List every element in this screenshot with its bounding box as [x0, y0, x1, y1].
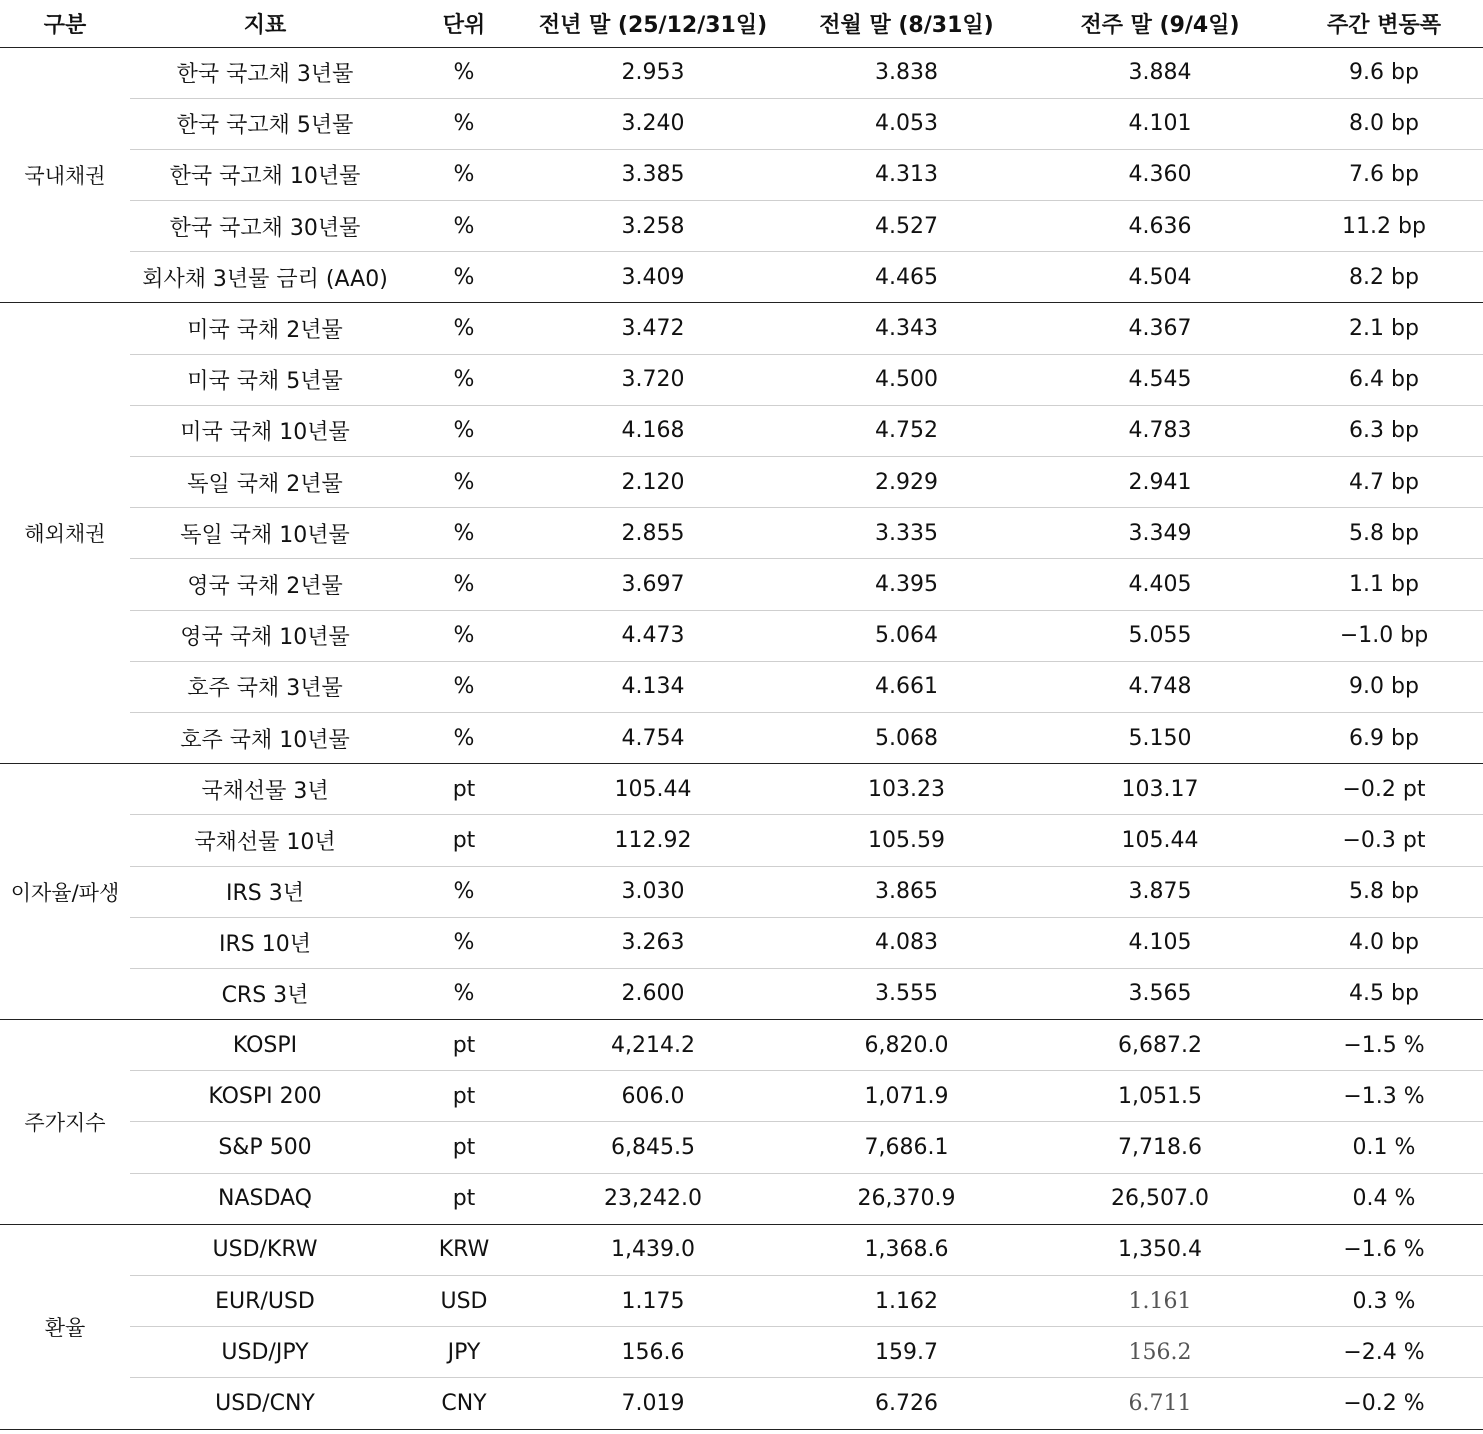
- table-row: [0, 815, 1483, 866]
- prev-week-end-cell: 3.884: [1035, 47, 1285, 98]
- indicator-cell: EUR/USD: [130, 1276, 400, 1327]
- prev-year-end-cell: 3.263: [528, 917, 778, 968]
- unit-cell: %: [400, 303, 528, 354]
- weekly-change-cell: 4.5 bp: [1285, 968, 1483, 1019]
- unit-cell: pt: [400, 815, 528, 866]
- unit-cell: %: [400, 201, 528, 252]
- weekly-change-cell: 6.9 bp: [1285, 712, 1483, 763]
- unit-cell: %: [400, 712, 528, 763]
- unit-cell: pt: [400, 1071, 528, 1122]
- prev-month-end-cell: 5.068: [778, 712, 1035, 763]
- prev-year-end-cell: 4.754: [528, 712, 778, 763]
- indicator-cell: 미국 국채 2년물: [130, 303, 400, 354]
- header-prev-week-end: 전주 말 (9/4일): [1035, 0, 1285, 47]
- prev-month-end-cell: 1,071.9: [778, 1071, 1035, 1122]
- table-row: [0, 968, 1483, 1019]
- category-cell: 주가지수: [0, 1020, 130, 1225]
- weekly-change-cell: 0.4 %: [1285, 1173, 1483, 1224]
- header-category: 구분: [0, 0, 130, 47]
- weekly-change-cell: 7.6 bp: [1285, 149, 1483, 200]
- prev-year-end-cell: 7.019: [528, 1378, 778, 1429]
- prev-month-end-cell: 4.343: [778, 303, 1035, 354]
- prev-month-end-cell: 6.726: [778, 1378, 1035, 1429]
- table-row: [0, 1327, 1483, 1378]
- table-row: [0, 508, 1483, 559]
- unit-cell: %: [400, 405, 528, 456]
- indicator-cell: USD/KRW: [130, 1224, 400, 1275]
- weekly-change-cell: 9.0 bp: [1285, 661, 1483, 712]
- table-row: [0, 98, 1483, 149]
- unit-cell: %: [400, 866, 528, 917]
- prev-month-end-cell: 5.064: [778, 610, 1035, 661]
- weekly-change-cell: −2.4 %: [1285, 1327, 1483, 1378]
- prev-week-end-cell: 4.636: [1035, 201, 1285, 252]
- unit-cell: %: [400, 149, 528, 200]
- table-row: [0, 457, 1483, 508]
- prev-year-end-cell: 3.240: [528, 98, 778, 149]
- prev-month-end-cell: 4.661: [778, 661, 1035, 712]
- prev-month-end-cell: 3.555: [778, 968, 1035, 1019]
- unit-cell: %: [400, 508, 528, 559]
- unit-cell: %: [400, 47, 528, 98]
- unit-cell: CNY: [400, 1378, 528, 1429]
- header-row: [0, 0, 1483, 47]
- unit-cell: %: [400, 661, 528, 712]
- indicator-cell: 영국 국채 10년물: [130, 610, 400, 661]
- prev-year-end-cell: 3.385: [528, 149, 778, 200]
- prev-month-end-cell: 159.7: [778, 1327, 1035, 1378]
- weekly-change-cell: −1.3 %: [1285, 1071, 1483, 1122]
- table-row: [0, 764, 1483, 815]
- prev-year-end-cell: 2.600: [528, 968, 778, 1019]
- unit-cell: %: [400, 354, 528, 405]
- indicator-cell: 한국 국고채 10년물: [130, 149, 400, 200]
- prev-week-end-cell: 5.150: [1035, 712, 1285, 763]
- prev-month-end-cell: 103.23: [778, 764, 1035, 815]
- indicator-cell: 회사채 3년물 금리 (AA0): [130, 252, 400, 303]
- unit-cell: %: [400, 917, 528, 968]
- weekly-change-cell: 8.2 bp: [1285, 252, 1483, 303]
- table-row: [0, 303, 1483, 354]
- table-row: [0, 1276, 1483, 1327]
- weekly-change-cell: −0.3 pt: [1285, 815, 1483, 866]
- indicator-cell: USD/CNY: [130, 1378, 400, 1429]
- prev-week-end-cell: 4.105: [1035, 917, 1285, 968]
- weekly-change-cell: 1.1 bp: [1285, 559, 1483, 610]
- indicator-cell: CRS 3년: [130, 968, 400, 1019]
- table-row: [0, 712, 1483, 763]
- prev-year-end-cell: 4.168: [528, 405, 778, 456]
- indicator-cell: 미국 국채 5년물: [130, 354, 400, 405]
- unit-cell: KRW: [400, 1224, 528, 1275]
- indicator-cell: 국채선물 10년: [130, 815, 400, 866]
- prev-year-end-cell: 1,439.0: [528, 1224, 778, 1275]
- table-row: [0, 917, 1483, 968]
- table-row: [0, 1378, 1483, 1429]
- prev-week-end-cell: 4.545: [1035, 354, 1285, 405]
- prev-year-end-cell: 2.953: [528, 47, 778, 98]
- prev-month-end-cell: 4.527: [778, 201, 1035, 252]
- prev-year-end-cell: 3.409: [528, 252, 778, 303]
- table-row: [0, 661, 1483, 712]
- table-row: [0, 610, 1483, 661]
- prev-month-end-cell: 3.865: [778, 866, 1035, 917]
- indicator-cell: 미국 국채 10년물: [130, 405, 400, 456]
- prev-year-end-cell: 2.855: [528, 508, 778, 559]
- indicator-cell: NASDAQ: [130, 1173, 400, 1224]
- unit-cell: %: [400, 98, 528, 149]
- unit-cell: JPY: [400, 1327, 528, 1378]
- table-header: [0, 0, 1483, 47]
- prev-month-end-cell: 4.465: [778, 252, 1035, 303]
- table-row: [0, 252, 1483, 303]
- table-row: [0, 201, 1483, 252]
- unit-cell: pt: [400, 764, 528, 815]
- prev-week-end-cell: 4.101: [1035, 98, 1285, 149]
- prev-month-end-cell: 4.395: [778, 559, 1035, 610]
- prev-year-end-cell: 105.44: [528, 764, 778, 815]
- weekly-change-cell: 0.3 %: [1285, 1276, 1483, 1327]
- weekly-change-cell: 5.8 bp: [1285, 866, 1483, 917]
- weekly-change-cell: −0.2 %: [1285, 1378, 1483, 1429]
- unit-cell: %: [400, 457, 528, 508]
- prev-month-end-cell: 3.838: [778, 47, 1035, 98]
- prev-month-end-cell: 105.59: [778, 815, 1035, 866]
- indicator-cell: 독일 국채 2년물: [130, 457, 400, 508]
- prev-month-end-cell: 2.929: [778, 457, 1035, 508]
- prev-week-end-cell: 3.565: [1035, 968, 1285, 1019]
- table-row: [0, 1122, 1483, 1173]
- prev-month-end-cell: 4.500: [778, 354, 1035, 405]
- prev-week-end-cell: 4.367: [1035, 303, 1285, 354]
- indicator-cell: USD/JPY: [130, 1327, 400, 1378]
- prev-month-end-cell: 6,820.0: [778, 1020, 1035, 1071]
- prev-week-end-cell: 26,507.0: [1035, 1173, 1285, 1224]
- prev-week-end-cell: 156.2: [1035, 1327, 1285, 1378]
- weekly-change-cell: −0.2 pt: [1285, 764, 1483, 815]
- table-row: [0, 866, 1483, 917]
- unit-cell: %: [400, 610, 528, 661]
- prev-week-end-cell: 3.349: [1035, 508, 1285, 559]
- weekly-change-cell: 6.4 bp: [1285, 354, 1483, 405]
- weekly-change-cell: −1.0 bp: [1285, 610, 1483, 661]
- table-row: [0, 1173, 1483, 1224]
- table-row: [0, 1020, 1483, 1071]
- prev-week-end-cell: 1,350.4: [1035, 1224, 1285, 1275]
- weekly-change-cell: 2.1 bp: [1285, 303, 1483, 354]
- indicator-cell: KOSPI 200: [130, 1071, 400, 1122]
- table-row: [0, 1224, 1483, 1275]
- table-row: [0, 354, 1483, 405]
- prev-month-end-cell: 26,370.9: [778, 1173, 1035, 1224]
- prev-month-end-cell: 4.083: [778, 917, 1035, 968]
- prev-year-end-cell: 4.134: [528, 661, 778, 712]
- indicator-cell: 한국 국고채 30년물: [130, 201, 400, 252]
- prev-week-end-cell: 105.44: [1035, 815, 1285, 866]
- header-weekly-change: 주간 변동폭: [1285, 0, 1483, 47]
- weekly-change-cell: 8.0 bp: [1285, 98, 1483, 149]
- header-unit: 단위: [400, 0, 528, 47]
- prev-week-end-cell: 4.405: [1035, 559, 1285, 610]
- prev-year-end-cell: 156.6: [528, 1327, 778, 1378]
- prev-week-end-cell: 1.161: [1035, 1276, 1285, 1327]
- prev-year-end-cell: 3.697: [528, 559, 778, 610]
- indicator-cell: IRS 3년: [130, 866, 400, 917]
- table-body: [0, 47, 1483, 1429]
- prev-month-end-cell: 1,368.6: [778, 1224, 1035, 1275]
- prev-month-end-cell: 4.313: [778, 149, 1035, 200]
- indicator-cell: 호주 국채 3년물: [130, 661, 400, 712]
- prev-year-end-cell: 3.030: [528, 866, 778, 917]
- prev-year-end-cell: 3.258: [528, 201, 778, 252]
- prev-month-end-cell: 4.053: [778, 98, 1035, 149]
- prev-year-end-cell: 4.473: [528, 610, 778, 661]
- indicator-cell: 한국 국고채 5년물: [130, 98, 400, 149]
- prev-week-end-cell: 2.941: [1035, 457, 1285, 508]
- weekly-change-cell: 4.0 bp: [1285, 917, 1483, 968]
- indicator-cell: 영국 국채 2년물: [130, 559, 400, 610]
- prev-year-end-cell: 23,242.0: [528, 1173, 778, 1224]
- prev-year-end-cell: 3.720: [528, 354, 778, 405]
- prev-month-end-cell: 7,686.1: [778, 1122, 1035, 1173]
- prev-month-end-cell: 1.162: [778, 1276, 1035, 1327]
- prev-year-end-cell: 1.175: [528, 1276, 778, 1327]
- unit-cell: %: [400, 559, 528, 610]
- prev-week-end-cell: 7,718.6: [1035, 1122, 1285, 1173]
- category-cell: 이자율/파생: [0, 764, 130, 1020]
- prev-week-end-cell: 4.783: [1035, 405, 1285, 456]
- weekly-change-cell: 6.3 bp: [1285, 405, 1483, 456]
- prev-year-end-cell: 112.92: [528, 815, 778, 866]
- weekly-change-cell: 0.1 %: [1285, 1122, 1483, 1173]
- prev-week-end-cell: 6,687.2: [1035, 1020, 1285, 1071]
- prev-week-end-cell: 103.17: [1035, 764, 1285, 815]
- prev-month-end-cell: 4.752: [778, 405, 1035, 456]
- unit-cell: pt: [400, 1122, 528, 1173]
- prev-week-end-cell: 6.711: [1035, 1378, 1285, 1429]
- prev-year-end-cell: 6,845.5: [528, 1122, 778, 1173]
- indicator-cell: 한국 국고채 3년물: [130, 47, 400, 98]
- unit-cell: %: [400, 968, 528, 1019]
- indicator-cell: 국채선물 3년: [130, 764, 400, 815]
- table-row: [0, 47, 1483, 98]
- prev-year-end-cell: 606.0: [528, 1071, 778, 1122]
- prev-week-end-cell: 4.504: [1035, 252, 1285, 303]
- weekly-change-cell: 11.2 bp: [1285, 201, 1483, 252]
- prev-year-end-cell: 4,214.2: [528, 1020, 778, 1071]
- category-cell: 국내채권: [0, 47, 130, 303]
- unit-cell: pt: [400, 1173, 528, 1224]
- weekly-change-cell: 4.7 bp: [1285, 457, 1483, 508]
- indicator-cell: S&P 500: [130, 1122, 400, 1173]
- category-cell: 환율: [0, 1224, 130, 1429]
- prev-month-end-cell: 3.335: [778, 508, 1035, 559]
- weekly-change-cell: 9.6 bp: [1285, 47, 1483, 98]
- weekly-change-cell: 5.8 bp: [1285, 508, 1483, 559]
- indicator-cell: IRS 10년: [130, 917, 400, 968]
- unit-cell: pt: [400, 1020, 528, 1071]
- indicator-cell: KOSPI: [130, 1020, 400, 1071]
- table-row: [0, 559, 1483, 610]
- weekly-change-cell: −1.6 %: [1285, 1224, 1483, 1275]
- unit-cell: %: [400, 252, 528, 303]
- prev-week-end-cell: 4.748: [1035, 661, 1285, 712]
- prev-week-end-cell: 1,051.5: [1035, 1071, 1285, 1122]
- table-row: [0, 1071, 1483, 1122]
- prev-week-end-cell: 3.875: [1035, 866, 1285, 917]
- prev-year-end-cell: 3.472: [528, 303, 778, 354]
- header-prev-year-end: 전년 말 (25/12/31일): [528, 0, 778, 47]
- indicator-cell: 호주 국채 10년물: [130, 712, 400, 763]
- prev-year-end-cell: 2.120: [528, 457, 778, 508]
- indicator-cell: 독일 국채 10년물: [130, 508, 400, 559]
- table-row: [0, 149, 1483, 200]
- table-row: [0, 405, 1483, 456]
- prev-week-end-cell: 4.360: [1035, 149, 1285, 200]
- prev-week-end-cell: 5.055: [1035, 610, 1285, 661]
- weekly-change-cell: −1.5 %: [1285, 1020, 1483, 1071]
- header-prev-month-end: 전월 말 (8/31일): [778, 0, 1035, 47]
- header-indicator: 지표: [130, 0, 400, 47]
- category-cell: 해외채권: [0, 303, 130, 764]
- unit-cell: USD: [400, 1276, 528, 1327]
